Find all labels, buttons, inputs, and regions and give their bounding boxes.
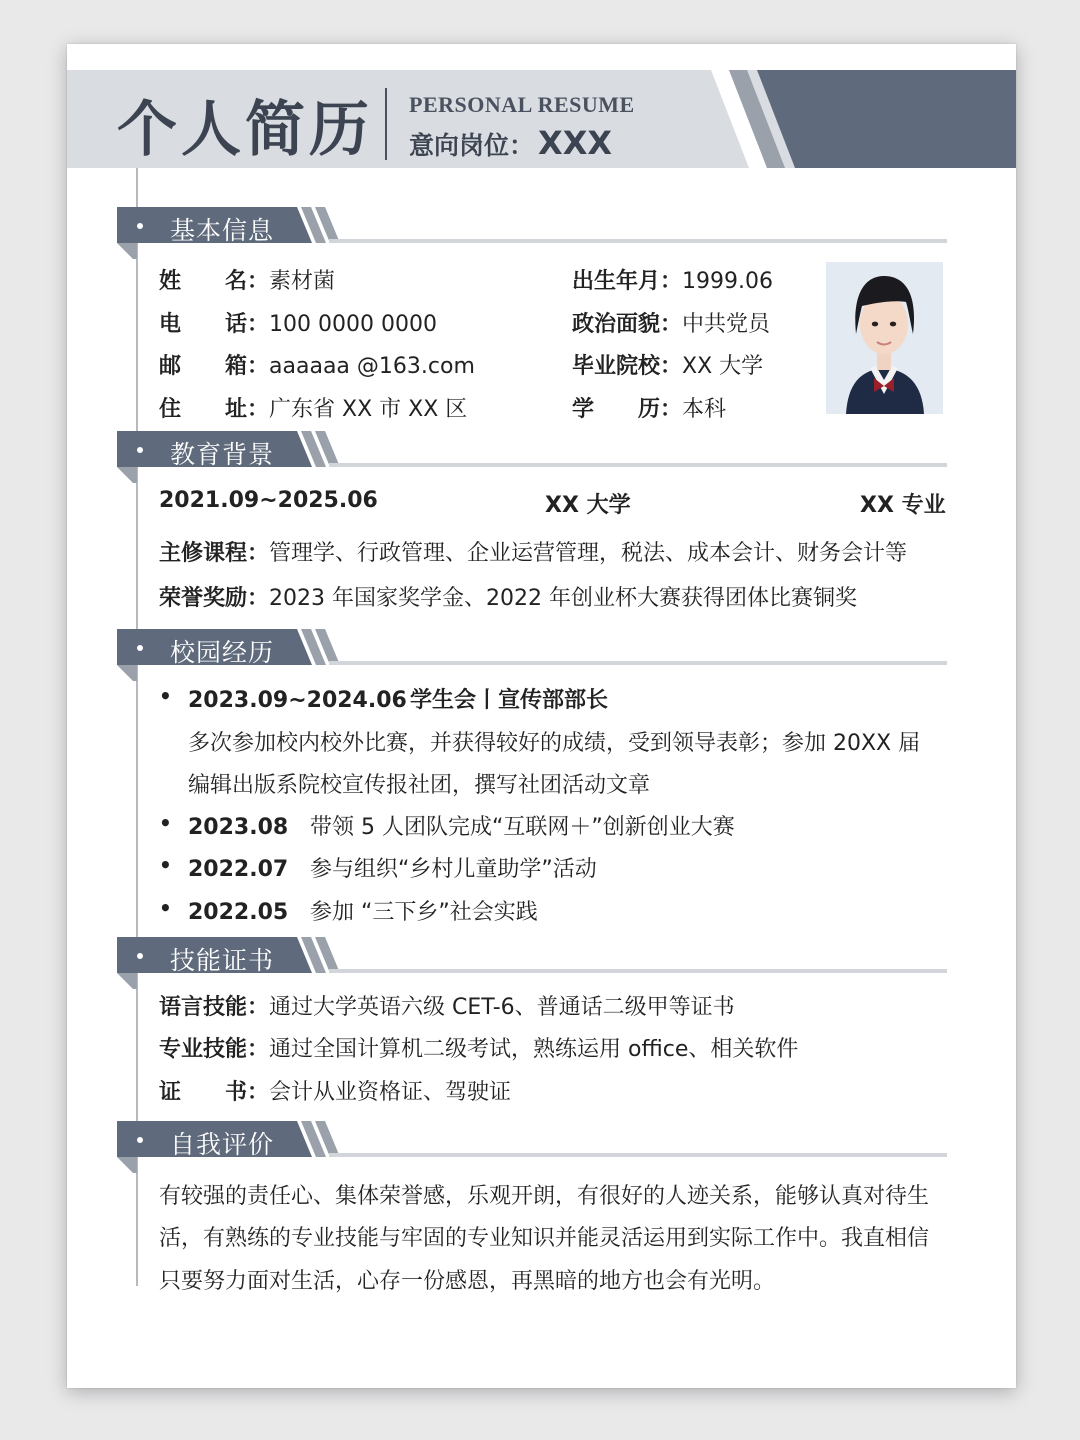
school-value: XX 大学 [682, 354, 764, 379]
section-title-campus: 校园经历 [170, 638, 275, 667]
phone-value: 100 0000 0000 [269, 312, 437, 337]
name-value: 素材菌 [269, 269, 336, 294]
campus-item-1-title: 学生会丨宣传部部长 [410, 688, 609, 713]
address-label-1: 住 [159, 397, 182, 422]
degree-label-2: 历： [638, 397, 683, 422]
professional-skill-label: 专业技能： [159, 1037, 270, 1062]
name-label-1: 姓 [159, 269, 182, 294]
address-label-2: 址： [225, 397, 270, 422]
self-eval-line3: 只要努力面对生活，心存一份感恩，再黑暗的地方也会有光明。 [159, 1269, 776, 1294]
resume-subtitle: PERSONAL RESUME [409, 92, 635, 117]
awards-row [159, 581, 857, 612]
school-label: 毕业院校： [572, 354, 683, 379]
section-title-self: 自我评价 [170, 1130, 275, 1159]
certificate-label-2: 书： [225, 1080, 270, 1105]
bullet-dot: • [159, 811, 172, 835]
campus-item-2-text: 带领 5 人团队完成“互联网＋”创新创业大赛 [310, 815, 735, 840]
campus-item-1-line2: 编辑出版系院校宣传报社团，撰写社团活动文章 [188, 773, 651, 798]
name-row [159, 264, 335, 295]
campus-item-1-line1: 多次参加校内校外比赛，并获得较好的成绩，受到领导表彰；参加 20XX 届 [188, 731, 921, 756]
degree-value: 本科 [682, 397, 727, 422]
section-dot [137, 447, 143, 453]
bullet-dot: • [159, 896, 172, 920]
self-eval-line1: 有较强的责任心、集体荣誉感，乐观开朗，有很好的人迹关系，能够认真对待生 [159, 1184, 930, 1209]
email-value: aaaaaa @163.com [269, 354, 475, 379]
certificate-label-1: 证 [159, 1080, 182, 1105]
address-row [159, 392, 467, 423]
name-label-2: 名： [225, 269, 270, 294]
edu-major: XX 专业 [860, 493, 946, 518]
professional-skill-value: 通过全国计算机二级考试，熟练运用 office、相关软件 [269, 1037, 799, 1062]
degree-row [572, 392, 726, 423]
degree-label-1: 学 [572, 397, 595, 422]
language-skill-row [159, 990, 735, 1021]
courses-value: 管理学、行政管理、企业运营管理，税法、成本会计、财务会计等 [269, 541, 908, 566]
campus-item-3-date: 2022.07 [188, 857, 289, 882]
awards-value: 2023 年国家奖学金、2022 年创业杯大赛获得团体比赛铜奖 [269, 586, 857, 611]
email-row [159, 349, 475, 380]
birth-label: 出生年月： [572, 269, 683, 294]
section-header-campus [117, 629, 947, 681]
section-dot [137, 953, 143, 959]
intent-value: XXX [538, 124, 613, 162]
campus-item-1-heading [188, 683, 608, 714]
campus-item-2-date: 2023.08 [188, 815, 289, 840]
campus-item-1-date: 2023.09~2024.06 [188, 688, 407, 713]
section-title-skills: 技能证书 [170, 946, 275, 975]
address-value: 广东省 XX 市 XX 区 [269, 397, 468, 422]
portrait-image [826, 262, 943, 414]
phone-row [159, 307, 437, 338]
self-eval-line2: 活，有熟练的专业技能与牢固的专业知识并能灵活运用到实际工作中。我直相信 [159, 1226, 930, 1251]
section-header-skills [117, 937, 947, 989]
header-divider [385, 88, 387, 160]
section-header-education [117, 431, 947, 483]
bullet-dot: • [159, 853, 172, 877]
politics-row [572, 307, 770, 338]
phone-label-2: 话： [225, 312, 270, 337]
profile-photo [826, 262, 943, 414]
email-label-2: 箱： [225, 354, 270, 379]
section-title-education: 教育背景 [170, 440, 275, 469]
school-row [572, 349, 763, 380]
section-title-basic: 基本信息 [170, 216, 275, 245]
resume-title: 个人简历 [117, 95, 373, 165]
campus-item-4 [188, 895, 538, 926]
intent-position [409, 124, 612, 162]
section-dot [137, 645, 143, 651]
campus-item-3-text: 参与组织“乡村儿童助学”活动 [310, 857, 597, 882]
birth-row [572, 264, 773, 295]
phone-label-1: 电 [159, 312, 182, 337]
birth-value: 1999.06 [682, 269, 773, 294]
edu-school: XX 大学 [545, 493, 631, 518]
courses-label: 主修课程： [159, 541, 270, 566]
politics-label: 政治面貌： [572, 312, 683, 337]
bullet-dot: • [159, 684, 172, 708]
resume-page [67, 44, 1016, 1388]
campus-item-3 [188, 852, 597, 883]
section-header-basic [117, 207, 947, 259]
campus-item-4-date: 2022.05 [188, 900, 289, 925]
intent-label: 意向岗位： [409, 131, 535, 160]
certificate-value: 会计从业资格证、驾驶证 [269, 1080, 512, 1105]
politics-value: 中共党员 [682, 312, 771, 337]
language-skill-label: 语言技能： [159, 995, 270, 1020]
section-dot [137, 223, 143, 229]
edu-period: 2021.09~2025.06 [159, 488, 378, 513]
language-skill-value: 通过大学英语六级 CET-6、普通话二级甲等证书 [269, 995, 735, 1020]
email-label-1: 邮 [159, 354, 182, 379]
section-dot [137, 1137, 143, 1143]
certificate-row [159, 1075, 511, 1106]
courses-row [159, 536, 907, 567]
awards-label: 荣誉奖励： [159, 586, 270, 611]
section-header-self [117, 1121, 947, 1173]
professional-skill-row [159, 1032, 798, 1063]
left-vertical-rule [136, 168, 138, 1286]
campus-item-2 [188, 810, 735, 841]
campus-item-4-text: 参加 “三下乡”社会实践 [310, 900, 538, 925]
